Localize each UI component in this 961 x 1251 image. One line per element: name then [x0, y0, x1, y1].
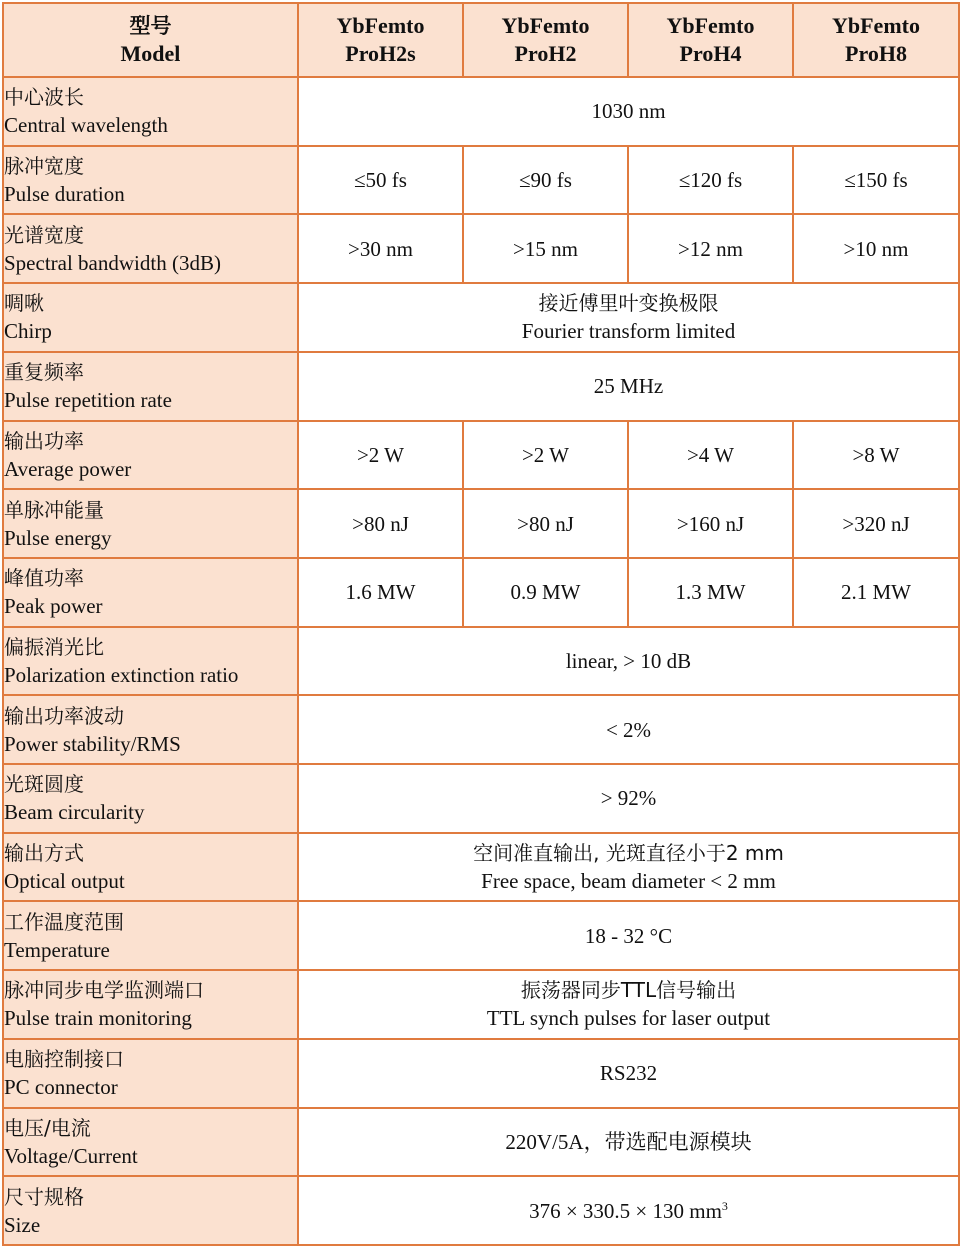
row-label-zh: 峰值功率	[4, 566, 84, 591]
column-header-line1: YbFemto	[501, 13, 590, 38]
row-label-zh: 输出方式	[4, 841, 84, 866]
cell-value: >12 nm	[628, 214, 793, 283]
cell-value: >160 nJ	[628, 489, 793, 558]
cell-value: >10 nm	[793, 214, 959, 283]
row-label-zh: 输出功率	[4, 428, 84, 453]
cell-value: >4 W	[628, 421, 793, 490]
row-label	[3, 764, 298, 833]
row-spectral-bandwidth	[3, 214, 959, 283]
row-label-en: Pulse train monitoring	[4, 1006, 192, 1031]
row-label	[3, 421, 298, 490]
row-value	[298, 283, 959, 352]
row-label-en: Average power	[4, 456, 132, 481]
cell-value: ≤90 fs	[463, 146, 628, 215]
row-label-zh: 重复频率	[4, 360, 84, 385]
row-label	[3, 352, 298, 421]
row-repetition-rate	[3, 352, 959, 421]
row-label	[3, 1039, 298, 1108]
size-value: 376 × 330.5 × 130 mm	[529, 1198, 722, 1223]
row-label-zh: 光斑圆度	[4, 772, 84, 797]
row-label-en: Central wavelength	[4, 113, 168, 138]
column-header-proh2	[463, 3, 628, 77]
row-value: RS232	[298, 1039, 959, 1108]
row-value	[298, 970, 959, 1039]
row-value-zh: 接近傅里叶变换极限	[538, 291, 719, 316]
cell-value: >80 nJ	[463, 489, 628, 558]
row-label-zh: 啁啾	[4, 291, 44, 316]
model-header	[3, 3, 298, 77]
row-label	[3, 1176, 298, 1245]
cell-value: >80 nJ	[298, 489, 463, 558]
row-label	[3, 146, 298, 215]
cell-value: >15 nm	[463, 214, 628, 283]
column-header-line1: YbFemto	[832, 13, 920, 38]
row-label-en: Polarization extinction ratio	[4, 662, 239, 687]
row-label-zh: 单脉冲能量	[4, 497, 104, 522]
row-label	[3, 695, 298, 764]
row-label-en: Peak power	[4, 594, 103, 619]
header-row	[3, 3, 959, 77]
row-label-zh: 输出功率波动	[4, 703, 124, 728]
row-temperature	[3, 901, 959, 970]
row-pulse-train-monitoring	[3, 970, 959, 1039]
row-pulse-duration	[3, 146, 959, 215]
model-header-en: Model	[120, 41, 181, 66]
row-power-stability	[3, 695, 959, 764]
row-pc-connector	[3, 1039, 959, 1108]
row-label-en: Optical output	[4, 869, 125, 894]
column-header-proh2s	[298, 3, 463, 77]
cell-value: 1.3 MW	[628, 558, 793, 627]
cell-value: 2.1 MW	[793, 558, 959, 627]
row-label	[3, 77, 298, 146]
row-label	[3, 558, 298, 627]
row-label	[3, 901, 298, 970]
row-label	[3, 627, 298, 696]
row-value-en: Free space, beam diameter < 2 mm	[481, 869, 776, 894]
row-optical-output	[3, 833, 959, 902]
column-header-line1: YbFemto	[666, 13, 755, 38]
row-value: 18 - 32 °C	[298, 901, 959, 970]
row-label-zh: 脉冲同步电学监测端口	[4, 978, 204, 1003]
cell-value: 0.9 MW	[463, 558, 628, 627]
column-header-line1: YbFemto	[336, 13, 425, 38]
row-label-en: Pulse duration	[4, 182, 125, 207]
model-header-zh: 型号	[129, 14, 172, 38]
cell-value: >8 W	[793, 421, 959, 490]
row-central-wavelength	[3, 77, 959, 146]
row-label	[3, 489, 298, 558]
row-value-en: TTL synch pulses for laser output	[486, 1006, 771, 1031]
row-chirp	[3, 283, 959, 352]
size-unit-exponent: 3	[721, 1198, 728, 1213]
row-label	[3, 214, 298, 283]
row-label-en: Chirp	[4, 319, 52, 344]
row-label	[3, 1108, 298, 1177]
row-label-en: Power stability/RMS	[4, 731, 181, 756]
row-label-en: Pulse energy	[4, 525, 112, 550]
row-label-zh: 工作温度范围	[4, 909, 124, 934]
row-label-zh: 中心波长	[4, 85, 84, 110]
row-value-en: Fourier transform limited	[521, 319, 736, 344]
row-label-zh: 光谱宽度	[4, 222, 84, 247]
row-value: < 2%	[298, 695, 959, 764]
row-label-en: Pulse repetition rate	[4, 388, 172, 413]
row-label-en: Voltage/Current	[4, 1143, 138, 1168]
row-value: 220V/5A，带选配电源模块	[298, 1108, 959, 1177]
row-label-en: PC connector	[4, 1075, 118, 1100]
row-value-zh: 振荡器同步TTL信号输出	[520, 978, 737, 1003]
column-header-line2: ProH2	[514, 41, 577, 66]
row-label-en: Temperature	[4, 937, 110, 962]
row-value: 25 MHz	[298, 352, 959, 421]
cell-value: >320 nJ	[793, 489, 959, 558]
row-beam-circularity	[3, 764, 959, 833]
row-label-zh: 尺寸规格	[4, 1184, 84, 1209]
row-label-en: Size	[4, 1212, 41, 1237]
row-polarization	[3, 627, 959, 696]
cell-value: >2 W	[463, 421, 628, 490]
cell-value: >30 nm	[298, 214, 463, 283]
column-header-proh4	[628, 3, 793, 77]
row-label	[3, 970, 298, 1039]
cell-value: ≤120 fs	[628, 146, 793, 215]
row-label-en: Beam circularity	[4, 800, 145, 825]
row-average-power	[3, 421, 959, 490]
column-header-line2: ProH4	[679, 41, 742, 66]
row-value: linear, > 10 dB	[298, 627, 959, 696]
row-value	[298, 833, 959, 902]
column-header-line2: ProH8	[845, 41, 907, 66]
cell-value: ≤50 fs	[298, 146, 463, 215]
row-label-zh: 偏振消光比	[4, 634, 104, 659]
row-label-zh: 电压/电流	[4, 1115, 91, 1140]
row-voltage-current	[3, 1108, 959, 1177]
row-value	[298, 1176, 959, 1245]
column-header-proh8	[793, 3, 959, 77]
cell-value: >2 W	[298, 421, 463, 490]
cell-value: ≤150 fs	[793, 146, 959, 215]
row-peak-power	[3, 558, 959, 627]
row-label-zh: 脉冲宽度	[4, 154, 84, 179]
cell-value: 1.6 MW	[298, 558, 463, 627]
row-value-zh: 空间准直输出, 光斑直径小于2 mm	[473, 841, 784, 866]
row-label-zh: 电脑控制接口	[4, 1047, 124, 1072]
row-value: 1030 nm	[298, 77, 959, 146]
row-pulse-energy	[3, 489, 959, 558]
row-label	[3, 833, 298, 902]
row-size	[3, 1176, 959, 1245]
column-header-line2: ProH2s	[345, 41, 416, 66]
spec-table	[2, 2, 960, 1246]
row-label-en: Spectral bandwidth (3dB)	[4, 250, 221, 275]
row-label	[3, 283, 298, 352]
row-value: > 92%	[298, 764, 959, 833]
